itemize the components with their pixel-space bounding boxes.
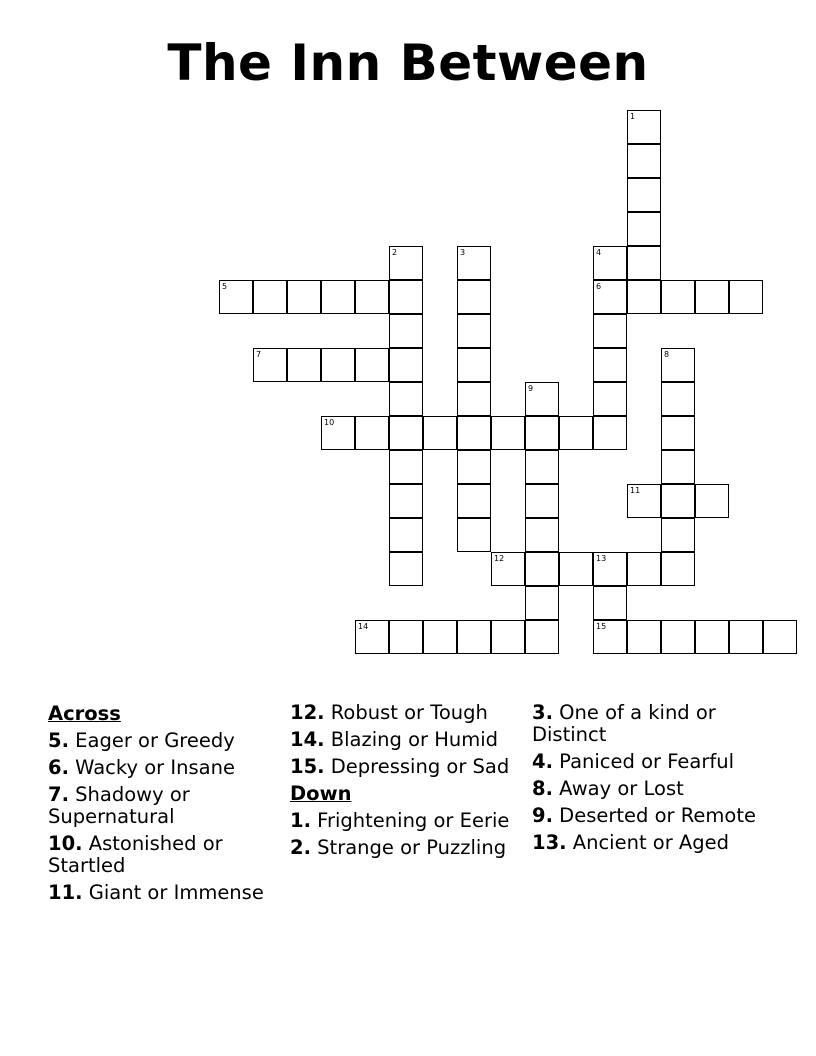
grid-cell[interactable] xyxy=(627,212,661,246)
grid-cell[interactable] xyxy=(321,280,355,314)
clue-number: 15 xyxy=(596,622,607,631)
grid-cell[interactable] xyxy=(253,280,287,314)
grid-cell[interactable] xyxy=(253,348,287,382)
grid-cell[interactable] xyxy=(355,280,389,314)
grid-cell[interactable] xyxy=(627,144,661,178)
grid-cell[interactable] xyxy=(525,620,559,654)
grid-cell[interactable] xyxy=(321,348,355,382)
clue-number: 8 xyxy=(664,350,670,359)
grid-cell[interactable] xyxy=(695,484,729,518)
grid-cell[interactable] xyxy=(457,450,491,484)
grid-cell[interactable] xyxy=(525,450,559,484)
grid-cell[interactable] xyxy=(627,110,661,144)
clue-number: 12 xyxy=(494,554,505,563)
clue-number: 10 xyxy=(324,418,335,427)
grid-cell[interactable] xyxy=(661,620,695,654)
grid-cell[interactable] xyxy=(525,382,559,416)
grid-cell[interactable] xyxy=(389,348,423,382)
grid-cell[interactable] xyxy=(627,620,661,654)
grid-cell[interactable] xyxy=(661,280,695,314)
grid-cell[interactable] xyxy=(661,416,695,450)
clue-column-2 xyxy=(290,702,522,864)
grid-cell[interactable] xyxy=(389,484,423,518)
grid-cell[interactable] xyxy=(661,348,695,382)
clue-number: 2 xyxy=(392,248,398,257)
grid-cell[interactable] xyxy=(559,416,593,450)
grid-cell[interactable] xyxy=(355,620,389,654)
grid-cell[interactable] xyxy=(593,314,627,348)
grid-cell[interactable] xyxy=(355,348,389,382)
grid-cell[interactable] xyxy=(423,416,457,450)
clue-down-4: 4. Paniced or Fearful xyxy=(532,750,734,773)
clue-across-10: 10. Astonished or Startled xyxy=(48,832,223,877)
grid-cell[interactable] xyxy=(389,450,423,484)
grid-cell[interactable] xyxy=(593,620,627,654)
grid-cell[interactable] xyxy=(457,314,491,348)
grid-cell[interactable] xyxy=(661,484,695,518)
clue-across-12: 12. Robust or Tough xyxy=(290,701,488,724)
grid-cell[interactable] xyxy=(389,416,423,450)
grid-cell[interactable] xyxy=(219,280,253,314)
grid-cell[interactable] xyxy=(525,484,559,518)
grid-cell[interactable] xyxy=(661,382,695,416)
grid-cell[interactable] xyxy=(389,246,423,280)
grid-cell[interactable] xyxy=(695,620,729,654)
clue-across-5: 5. Eager or Greedy xyxy=(48,729,235,752)
clue-number: 7 xyxy=(256,350,262,359)
clue-down-13: 13. Ancient or Aged xyxy=(532,831,730,854)
grid-cell[interactable] xyxy=(457,416,491,450)
clue-number: 5 xyxy=(222,282,228,291)
grid-cell[interactable] xyxy=(491,416,525,450)
grid-cell[interactable] xyxy=(627,484,661,518)
grid-cell[interactable] xyxy=(287,280,321,314)
grid-cell[interactable] xyxy=(457,348,491,382)
clue-column-3 xyxy=(532,702,764,859)
down-heading: Down xyxy=(290,782,352,805)
grid-cell[interactable] xyxy=(287,348,321,382)
grid-cell[interactable] xyxy=(695,280,729,314)
grid-cell[interactable] xyxy=(729,620,763,654)
grid-cell[interactable] xyxy=(593,586,627,620)
grid-cell[interactable] xyxy=(423,620,457,654)
grid-cell[interactable] xyxy=(457,620,491,654)
across-heading: Across xyxy=(48,702,121,725)
grid-cell[interactable] xyxy=(559,552,593,586)
grid-cell[interactable] xyxy=(457,382,491,416)
grid-cell[interactable] xyxy=(627,178,661,212)
grid-cell[interactable] xyxy=(525,416,559,450)
clue-number: 4 xyxy=(596,248,602,257)
grid-cell[interactable] xyxy=(661,518,695,552)
clue-down-1: 1. Frightening or Eerie xyxy=(290,809,510,832)
grid-cell[interactable] xyxy=(627,246,661,280)
grid-cell[interactable] xyxy=(491,552,525,586)
grid-cell[interactable] xyxy=(593,382,627,416)
grid-cell[interactable] xyxy=(593,552,627,586)
clue-down-8: 8. Away or Lost xyxy=(532,777,684,800)
clue-across-6: 6. Wacky or Insane xyxy=(48,756,235,779)
clue-down-2: 2. Strange or Puzzling xyxy=(290,836,507,859)
grid-cell[interactable] xyxy=(389,314,423,348)
grid-cell[interactable] xyxy=(525,552,559,586)
grid-cell[interactable] xyxy=(525,518,559,552)
grid-cell[interactable] xyxy=(763,620,797,654)
grid-cell[interactable] xyxy=(593,246,627,280)
grid-cell[interactable] xyxy=(661,450,695,484)
grid-cell[interactable] xyxy=(389,382,423,416)
clue-across-14: 14. Blazing or Humid xyxy=(290,728,499,751)
clue-number: 6 xyxy=(596,282,602,291)
grid-cell[interactable] xyxy=(729,280,763,314)
grid-cell[interactable] xyxy=(627,280,661,314)
grid-cell[interactable] xyxy=(389,280,423,314)
clue-across-7: 7. Shadowy or Supernatural xyxy=(48,783,190,828)
clue-column-1 xyxy=(48,702,280,909)
clue-down-3: 3. One of a kind or Distinct xyxy=(532,701,716,746)
clue-number: 1 xyxy=(630,112,636,121)
clue-number: 3 xyxy=(460,248,466,257)
grid-cell[interactable] xyxy=(491,620,525,654)
grid-cell[interactable] xyxy=(389,620,423,654)
grid-cell[interactable] xyxy=(593,416,627,450)
clue-number: 11 xyxy=(630,486,641,495)
grid-cell[interactable] xyxy=(593,348,627,382)
grid-cell[interactable] xyxy=(627,552,661,586)
grid-cell[interactable] xyxy=(457,518,491,552)
grid-cell[interactable] xyxy=(389,518,423,552)
grid-cell[interactable] xyxy=(355,416,389,450)
grid-cell[interactable] xyxy=(321,416,355,450)
grid-cell[interactable] xyxy=(525,586,559,620)
grid-cell[interactable] xyxy=(457,246,491,280)
grid-cell[interactable] xyxy=(457,280,491,314)
grid-cell[interactable] xyxy=(457,484,491,518)
grid-cell[interactable] xyxy=(593,280,627,314)
clue-across-15: 15. Depressing or Sad xyxy=(290,755,510,778)
page-title: The Inn Between xyxy=(167,34,649,92)
clue-across-11: 11. Giant or Immense xyxy=(48,881,264,904)
grid-cell[interactable] xyxy=(389,552,423,586)
clue-number: 9 xyxy=(528,384,534,393)
grid-cell[interactable] xyxy=(661,552,695,586)
clue-number: 13 xyxy=(596,554,607,563)
clue-down-9: 9. Deserted or Remote xyxy=(532,804,756,827)
clue-number: 14 xyxy=(358,622,369,631)
